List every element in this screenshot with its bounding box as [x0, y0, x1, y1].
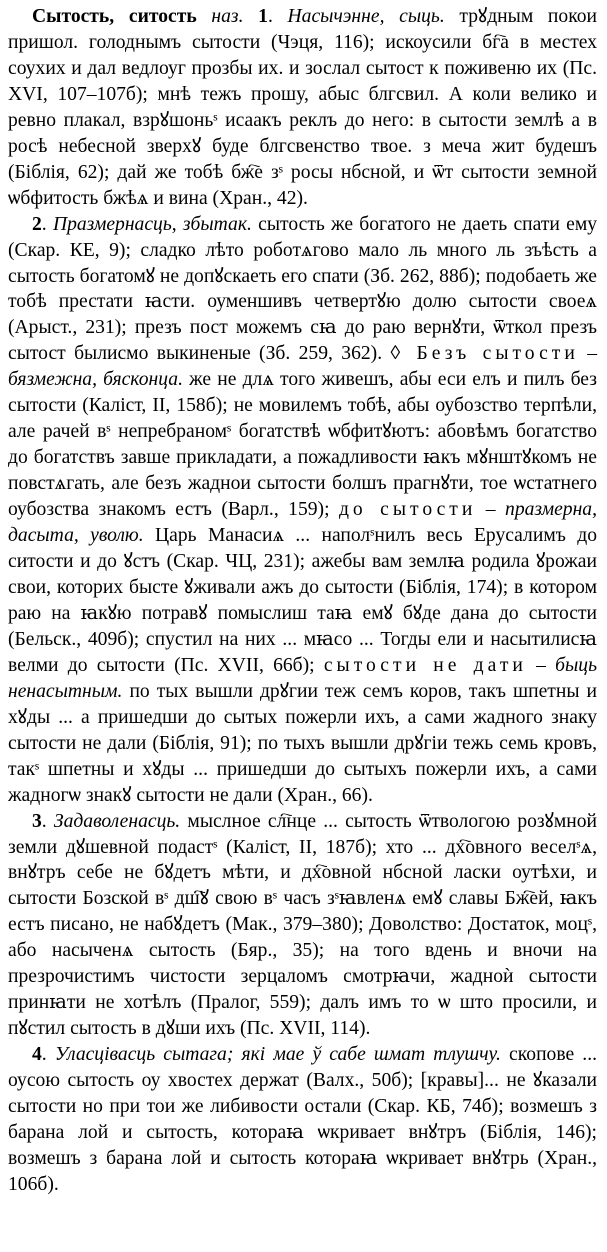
phrase-label: ◊ Безъ сытости — [390, 343, 579, 365]
sense-gloss: Празмернасць, збытак. — [52, 213, 252, 235]
part-of-speech: наз. — [211, 6, 244, 27]
sense-citations: трꙋдным покои пришол. голоднымъ сытости (Чэця, 116); искоусили бг҇а в местех соухих и дал ведлоуг прозбы их. и зослал сытост к поживеню их (Пс. XVI, 107–107б); мнѣ тежъ прошу, абыс блгсвил. А коли велико и ревно плакал, взрꙋшоньˢ исаакъ реклъ до него: в сытости землѣ а в росѣ небесной зверхꙋ буде блгсвенство твое. з меча жит будешъ (Біблія, 62); дай же тобѣ бж҇е зˢ росы нбсной, и ѿт сытости земной ѡбфитость бжѣѧ и вина (Хран., 42). — [8, 6, 597, 209]
sense-number: 1 — [258, 6, 268, 27]
phrase-label: сытости не дати — [323, 654, 527, 676]
sense-number: 4 — [32, 1044, 42, 1066]
phrase-citations: же не длѧ того живешъ, абы еси елъ и пилъ без сытости (Каліст, II, 158б); не мовилемъ тобѣ, абы оубозство терпѣли, але рачей вˢ непребраномˢ богатствѣ ѡбфитꙋютъ: абовѣмъ богатство до богатствъ завше прикладати, а пожадливости ꙗкъ мꙋнштꙋкомъ не повстѧгать, але безъ жаднои сытости болшъ прагнꙋти, тое ѡстатнего оубозства знакомъ естъ (Варл., 159); — [8, 369, 597, 521]
sense-gloss: Задаволенасць. — [53, 810, 181, 832]
sense-2-paragraph: 2. Празмернасць, збытак. сытость же богатого не даеть спати ему (Скар. КЕ, 9); сладко лѣто роботѧгово мало ль много ль зъѣсть а сытость богатомꙋ не допꙋскаеть его спати (Зб. 262, 88б); подобаеть же тобѣ престати ꙗсти. оуменшивъ четвертꙋю долю сытости своеѧ (Арыст., 231); презъ пост можемъ сꙗ до раю вернꙋти, ѿткол презъ сытост былисмо выкиненые (Зб. 259, 362). ◊ Безъ сытости – бязмежна, бясконца. же не длѧ того живешъ, абы еси елъ и пилъ без сытости (Каліст, II, 158б); не мовилемъ тобѣ, абы оубозство терпѣли, але рачей вˢ непребраномˢ богатствѣ ѡбфитꙋютъ: абовѣмъ богатство до богатствъ завше прикладати, а пожадливости ꙗкъ мꙋнштꙋкомъ не повстѧгать, але безъ жаднои сытости болшъ прагнꙋти, тое ѡстатнего оубозства знакомъ естъ (Варл., 159); до сытости – празмерна, дасыта, уволю. Царь Манасиѧ ... наполˢнилъ весь Ерусалимъ до ситости и до ꙋстъ (Скар. ЧЦ, 231); ажебы вам землꙗ родила ꙋрожаи свои, которих бысте ꙋживали ажъ до сытости (Біблія, 174); в котором раю на ꙗкꙋю потравꙋ помыслиш таꙗ емꙋ бꙋде дана до сытости (Бельск., 409б); спустил на них ... мꙗсо ... Тогды ели и насытилисꙗ велми до сытости (Пс. XVII, 66б); сытости не дати – быць ненасытным. по тых вышли дрꙋгии теж семъ коров, такъ шпетны и хꙋды ... а пришедши до сытых пожерли ихъ, а сами жадного знаку сытости не дали (Біблія, 91); по тыхъ вышли дрꙋгіи тежь семь кровъ, такˢ шпетны и хꙋды ... пришедши до сытыхъ пожерли ихъ, а сами жадногѡ знакꙋ сытости не дали (Хран., 66). — [8, 213, 598, 806]
sense-number: 3 — [32, 810, 42, 832]
sense-3-paragraph: 3. Задаволенасць. мыслное сл҇нце ... сытость ѿтвологою розꙋмной земли дꙋшевной подастˢ (Каліст, II, 187б); хто ... дх҇овного веселˢѧ, внꙋтръ себе не бꙋдетъ мѣти, и дх҇овной нбсной ласки оутѣхи, и сытости Бозской вˢ дш҇ꙋ свою вˢ часъ зˢꙗвленѧ емꙋ славы Бж҇ей, ꙗкъ естъ писано, не набꙋдетъ (Мак., 379–380); Доволство: Достаток, моцˢ, або насыченѧ сытость (Бяр., 35); на того вдень и вночи на презрочистимъ чистости зерцаломъ смотрꙗчи, жадноѝ сытости принꙗти не хотѣлъ (Пралог, 559); далъ имъ то ѡ што просили, и пꙋстил сытость в дꙋши ихъ (Пс. XVII, 114). — [8, 810, 598, 1040]
sense-gloss: Уласцівасць сытага; які мае ў сабе шмат тлушчу. — [54, 1044, 501, 1066]
phrase-gloss: – бязмежна, бясконца. — [8, 343, 597, 391]
phrase-gloss: – празмерна, дасыта, уволю. — [8, 499, 597, 547]
phrase-citations: по тых вышли дрꙋгии теж семъ коров, такъ шпетны и хꙋды ... а пришедши до сытых пожерли ихъ, а сами жадного знаку сытости не дали (Біблія, 91); по тыхъ вышли дрꙋгіи тежь семь кровъ, такˢ шпетны и хꙋды ... пришедши до сытыхъ пожерли ихъ, а сами жадногѡ знакꙋ сытости не дали (Хран., 66). — [8, 680, 597, 806]
sense-4-paragraph: 4. Уласцівасць сытага; які мае ў сабе шмат тлушчу. скопове ... оусою сытость оу хвостех держат (Валх., 50б); [кравы]... не ꙋказали сытости но при тои же либивости остали (Скар. КБ, 74б); возмешъ з барана лой и сытость, котораꙗ ѡкривает внꙋтръ (Біблія, 146); возмешъ з барана лой и сытость котораꙗ ѡкривает внꙋтрь (Хран., 106б). — [8, 1044, 597, 1195]
sense-number: 2 — [32, 213, 42, 235]
sense-citations: мыслное сл҇нце ... сытость ѿтвологою розꙋмной земли дꙋшевной подастˢ (Каліст, II, 187б); хто ... дх҇овного веселˢѧ, внꙋтръ себе не бꙋдетъ мѣти, и дх҇овной нбсной ласки оутѣхи, и сытости Бозской вˢ дш҇ꙋ свою вˢ часъ зˢꙗвленѧ емꙋ славы Бж҇ей, ꙗкъ естъ писано, не набꙋдетъ (Мак., 379–380); Доволство: Достаток, моцˢ, або насыченѧ сытость (Бяр., 35); на того вдень и вночи на презрочистимъ чистости зерцаломъ смотрꙗчи, жадноѝ сытости принꙗти не хотѣлъ (Пралог, 559); далъ имъ то ѡ што просили, и пꙋстил сытость в дꙋши ихъ (Пс. XVII, 114). — [8, 810, 598, 1040]
sense-1-paragraph: Сытость, ситость наз. 1. Насычэнне, сыць. трꙋдным покои пришол. голоднымъ сытости (Чэця, 116); искоусили бг҇а в местех соухих и дал ведлоуг прозбы их. и зослал сытост к поживеню их (Пс. XVI, 107–107б); мнѣ тежъ прошу, абыс блгсвил. А коли велико и ревно плакал, взрꙋшоньˢ исаакъ реклъ до него: в сытости землѣ а в росѣ небесной зверхꙋ буде блгсвенство твое. з меча жит будешъ (Біблія, 62); дай же тобѣ бж҇е зˢ росы нбсной, и ѿт сытости земной ѡбфитость бжѣѧ и вина (Хран., 42). — [8, 6, 597, 209]
sense-citations: скопове ... оусою сытость оу хвостех держат (Валх., 50б); [кравы]... не ꙋказали сытости но при тои же либивости остали (Скар. КБ, 74б); возмешъ з барана лой и сытость, котораꙗ ѡкривает внꙋтръ (Біблія, 146); возмешъ з барана лой и сытость котораꙗ ѡкривает внꙋтрь (Хран., 106б). — [8, 1044, 597, 1195]
headword: Сытость, ситость — [32, 6, 197, 27]
phrase-gloss: – быць ненасытным. — [8, 654, 597, 702]
sense-gloss: Насычэнне, сыць. — [287, 6, 445, 27]
phrase-citations: Царь Манасиѧ ... наполˢнилъ весь Ерусалимъ до ситости и до ꙋстъ (Скар. ЧЦ, 231); ажебы вам землꙗ родила ꙋрожаи свои, которих бысте ꙋживали ажъ до сытости (Біблія, 174); в котором раю на ꙗкꙋю потравꙋ помыслиш таꙗ емꙋ бꙋде дана до сытости (Бельск., 409б); спустил на них ... мꙗсо ... Тогды ели и насытилисꙗ велми до сытости (Пс. XVII, 66б); — [8, 525, 597, 676]
sense-citations: сытость же богатого не даеть спати ему (Скар. КЕ, 9); сладко лѣто роботѧгово мало ль много ль зъѣсть а сытость богатомꙋ не допꙋскаеть его спати (Зб. 262, 88б); подобаеть же тобѣ престати ꙗсти. оуменшивъ четвертꙋю долю сытости своеѧ (Арыст., 231); презъ пост можемъ сꙗ до раю вернꙋти, ѿткол презъ сытост былисмо выкиненые (Зб. 259, 362). — [8, 213, 598, 365]
phrase-label: до сытости — [338, 499, 477, 521]
